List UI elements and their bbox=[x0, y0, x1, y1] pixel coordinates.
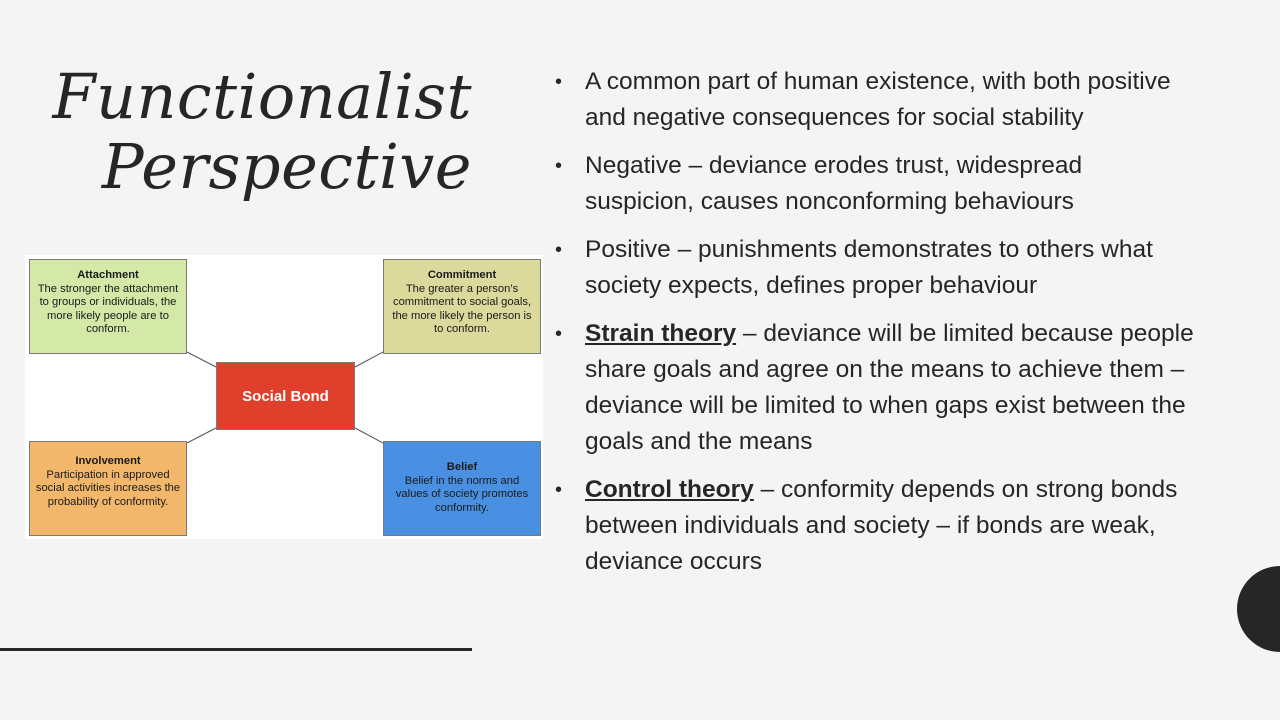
bullet-text: – conformity depends on strong bonds between individuals and society – if bonds are weak, deviance occurs bbox=[585, 476, 1178, 575]
belief-text: Belief in the norms and values of society promotes conformity. bbox=[395, 474, 529, 514]
bullet-text: Negative – deviance erodes trust, widespread suspicion, causes nonconforming behaviours bbox=[585, 152, 1083, 215]
title-line-1: Functionalist bbox=[52, 60, 472, 133]
commitment-title: Commitment bbox=[427, 269, 497, 281]
attachment-box bbox=[29, 259, 187, 354]
connector-attachment bbox=[187, 352, 216, 367]
attachment-title: Attachment bbox=[77, 269, 139, 281]
commitment-box bbox=[383, 259, 541, 354]
commitment-text: The greater a person’s commitment to social goals, the more likely the person is to conform. bbox=[392, 282, 532, 336]
connector-belief bbox=[355, 428, 383, 443]
attachment-text: The stronger the attachment to groups or individuals, the more likely people are to conform. bbox=[37, 282, 179, 336]
control-theory-term: Control theory bbox=[585, 476, 754, 503]
connector-commitment bbox=[355, 352, 383, 367]
belief-title: Belief bbox=[446, 461, 478, 473]
social-bond-diagram bbox=[25, 255, 543, 539]
bullet-text: A common part of human existence, with both positive and negative consequences for social stability bbox=[585, 68, 1171, 131]
involvement-text: Participation in approved social activities increases the probability of conformity. bbox=[35, 468, 181, 508]
bullet-item bbox=[555, 64, 1195, 136]
bullet-item bbox=[555, 316, 1195, 460]
involvement-box bbox=[29, 441, 187, 536]
bullet-list bbox=[555, 64, 1195, 592]
bullet-item bbox=[555, 472, 1195, 580]
decorative-circle bbox=[1237, 566, 1280, 652]
slide-title bbox=[53, 62, 472, 202]
bullet-item bbox=[555, 148, 1195, 220]
title-underline-rule bbox=[0, 648, 472, 651]
social-bond-box: Social Bond bbox=[216, 362, 355, 430]
connector-involvement bbox=[187, 428, 216, 443]
involvement-title: Involvement bbox=[75, 455, 141, 467]
belief-box bbox=[383, 441, 541, 536]
bullet-text: Positive – punishments demonstrates to others what society expects, defines proper behaviour bbox=[585, 236, 1153, 299]
title-line-2: Perspective bbox=[101, 130, 472, 203]
strain-theory-term: Strain theory bbox=[585, 320, 737, 347]
bullet-text: – deviance will be limited because people share goals and agree on the means to achieve them – deviance will be limited to when gaps exist between the goals and the means bbox=[585, 320, 1194, 455]
bullet-item bbox=[555, 232, 1195, 304]
